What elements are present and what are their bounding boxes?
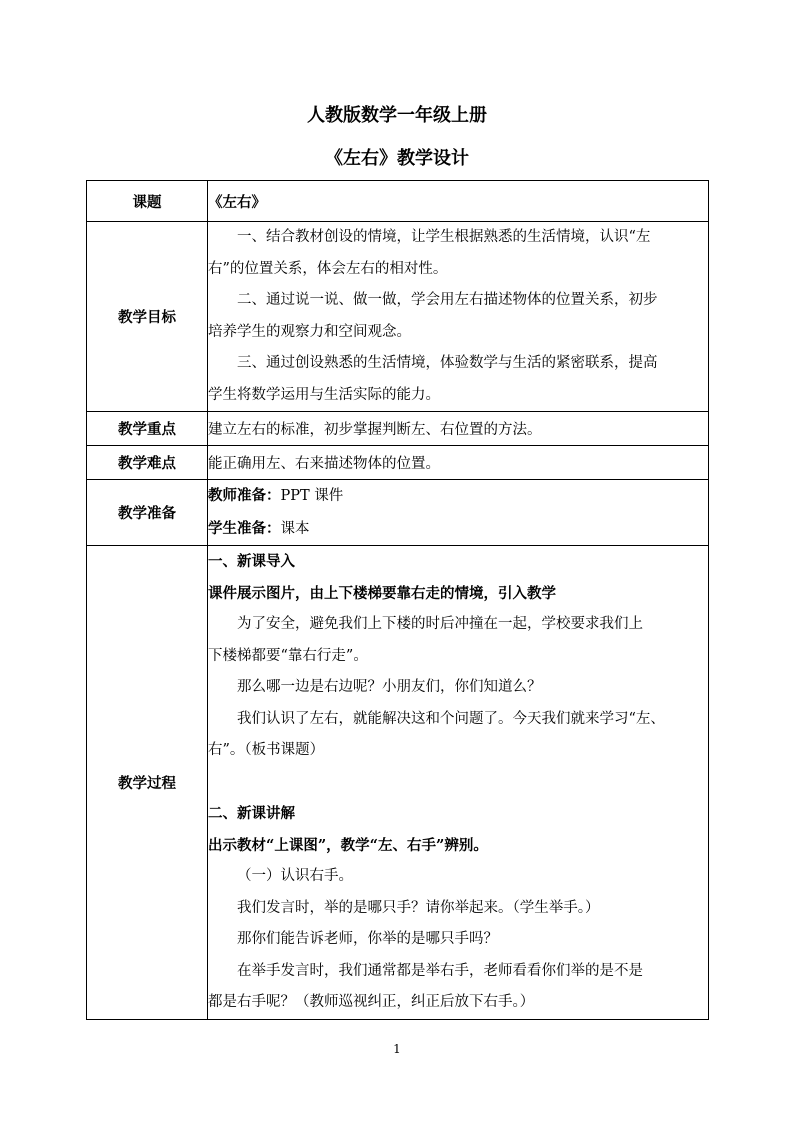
row-topic bbox=[87, 181, 709, 222]
goal-line: 二、通过说一说、做一做，学会用左右描述物体的位置关系，初步 bbox=[237, 292, 658, 308]
document-title: 人教版数学一年级上册 bbox=[307, 105, 487, 126]
process-heading: 二、新课讲解 bbox=[208, 805, 295, 822]
value-key-points: 建立左右的标准，初步掌握判断左、右位置的方法。 bbox=[208, 412, 709, 446]
label-key-points: 教学重点 bbox=[87, 412, 208, 446]
value-goals bbox=[208, 222, 709, 412]
label-topic: 课题 bbox=[87, 181, 208, 222]
row-process bbox=[87, 546, 709, 1020]
row-preparation bbox=[87, 480, 709, 546]
label-goals: 教学目标 bbox=[87, 222, 208, 412]
document-subtitle: 《左右》教学设计 bbox=[325, 148, 469, 169]
teacher-prep bbox=[208, 480, 708, 513]
student-prep-label: 学生准备： bbox=[208, 519, 281, 537]
process-heading: 一、新课导入 bbox=[208, 553, 295, 570]
process-line: 那你们能告诉老师，你举的是哪只手吗？ bbox=[237, 931, 498, 947]
lesson-plan-table bbox=[86, 180, 709, 1020]
label-preparation: 教学准备 bbox=[87, 480, 208, 546]
process-line: 那么哪一边是右边呢？小朋友们，你们知道么？ bbox=[237, 679, 542, 695]
process-line: 我们认识了左右，就能解决这和个问题了。今天我们就来学习“左、 bbox=[237, 710, 665, 727]
value-process bbox=[208, 546, 709, 1020]
teacher-prep-value: PPT 课件 bbox=[280, 488, 344, 504]
process-line: 为了安全，避免我们上下楼的时后冲撞在一起，学校要求我们上 bbox=[237, 616, 643, 632]
process-subheading: 课件展示图片，由上下楼梯要靠右走的情境，引入教学 bbox=[208, 584, 556, 602]
goal-line: 三、通过创设熟悉的生活情境，体验数学与生活的紧密联系，提高 bbox=[237, 355, 658, 371]
teacher-prep-label: 教师准备： bbox=[208, 487, 281, 504]
goal-line: 培养学生的观察力和空间观念。 bbox=[208, 323, 411, 340]
goal-line: 右”的位置关系，体会左右的相对性。 bbox=[208, 260, 448, 277]
topic-text: 《左右》 bbox=[208, 193, 266, 211]
label-process: 教学过程 bbox=[87, 546, 208, 1020]
page-number: 1 bbox=[393, 1042, 401, 1056]
process-subheading: 出示教材“上课图”，教学“左、右手”辨别。 bbox=[208, 836, 488, 854]
process-line: （一）认识右手。 bbox=[237, 868, 353, 884]
process-blank-line bbox=[208, 767, 708, 799]
row-goals bbox=[87, 222, 709, 412]
goal-line: 一、结合教材创设的情境，让学生根据熟悉的生活情境，认识“左 bbox=[237, 229, 651, 245]
value-topic bbox=[208, 181, 709, 222]
row-difficulties bbox=[87, 446, 709, 480]
row-key-points bbox=[87, 412, 709, 446]
value-preparation bbox=[208, 480, 709, 546]
student-prep-value: 课本 bbox=[280, 520, 310, 537]
student-prep bbox=[208, 513, 708, 546]
process-line: 我们发言时，举的是哪只手？请你举起来。（学生举手。） bbox=[237, 899, 600, 916]
process-line: 下楼梯都要“靠右行走”。 bbox=[208, 647, 368, 664]
process-line: 都是右手呢？（教师巡视纠正，纠正后放下右手。） bbox=[208, 994, 535, 1010]
label-difficulties: 教学难点 bbox=[87, 446, 208, 480]
process-line: 在举手发言时，我们通常都是举右手，老师看看你们举的是不是 bbox=[237, 962, 643, 979]
process-line: 右”。（板书课题） bbox=[208, 742, 325, 758]
goal-line: 学生将数学运用与生活实际的能力。 bbox=[208, 386, 440, 403]
value-difficulties: 能正确用左、右来描述物体的位置。 bbox=[208, 446, 709, 480]
